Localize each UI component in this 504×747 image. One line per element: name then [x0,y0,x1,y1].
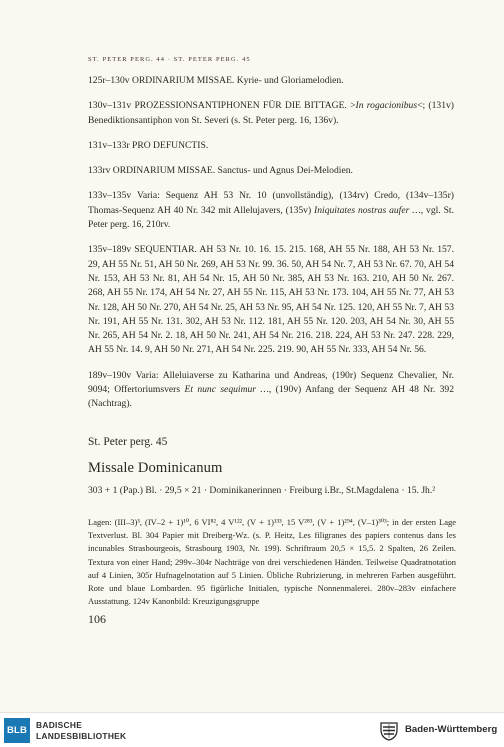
codicological-description: Lagen: (III–3)³, (IV–2 + 1)¹⁰, 6 VI⁸², 4 V¹²², (V + 1)¹³³, 15 V²⁸³, (V + 1)²⁹⁴, (V–1)³⁰³; in der ersten Lage Textverlust. Bl. 304 Papier mit Dreiberg-Wz. (s. P. Heitz, Les filigranes des papiers contenus dans les incunables Strasbourgeois, Strasbourg 1903, Nr. 199). Schriftraum 20,5 × 15,5. 2 Spalten, 26 Zeilen. Textura von einer Hand; 299v–304r Nachträge von drei verschiedenen Händen. Teilweise Quadratnotation auf 4 Linien, 305r Hufnagelnotation auf 5 Linien. Übliche Rubrizierung, in mehreren Farben ausgeführt. Rote und blaue Lombarden. 95 figürliche Initialen, typische Nonnenmalerei. 280v–283v einfachere Ausstattung. 124v Kanonbild: Kreuzigungsgruppe [88,517,456,607]
incipit: Iniquitates nostras aufer … [314,204,421,216]
entry-text: Varia: Alleluiaverse zu Katharina und Andreas, (190r) Sequenz Chevalier, Nr. 9094; Offertoriumsvers [88,369,454,396]
entry-text: ORDINARIUM MISSAE. Kyrie- und Gloriamelodien. [131,75,344,86]
entry-sanctus [88,164,454,178]
entry-text: ORDINARIUM MISSAE. Sanctus- und Agnus Dei-Melodien. [112,165,353,177]
page-number: 106 [88,612,106,626]
manuscript-title: Missale Dominicanum [88,460,223,476]
entry-text-end: , (190v) Anfang der Sequenz AH 48 Nr. 392 (Nachtrag). [88,384,454,410]
entry-text-end: <; (131v) Benediktionsantiphon von St. Severi (s. St. Peter perg. 16, 136v). [88,100,455,126]
entry-defunctis [88,139,454,153]
folio-range: 131v–133r [88,139,130,151]
entry-sequentiar [88,243,454,357]
entry-text: SEQUENTIAR. AH 53 Nr. 10. 16. 15. 215. 168, AH 55 Nr. 188, AH 53 Nr. 157. 29, AH 55 Nr. 51, AH 50 Nr. 269, AH 53 Nr. 99. 36. 50, AH 54 Nr. 7, AH 53 Nr. 67. 70, AH 54 Nr. 153, AH 53 Nr. 81, AH 54 Nr. 15, AH 50 Nr. 385, AH 53 Nr. 163. 210, AH 50 Nr. 267. 268, AH 55 Nr. 174, AH 54 Nr. 27, AH 55 Nr. 115, AH 53 Nr. 173. 104, AH 55 Nr. 77, AH 53 Nr. 128, AH 50 Nr. 270, AH 54 Nr. 25, AH 53 Nr. 95, AH 54 Nr. 125. 120, AH 55 Nr. 7, AH 53 Nr. 191, AH 55 Nr. 131. 302, AH 53 Nr. 112. 181, AH 55 Nr. 120. 203, AH 54 Nr. 30, AH 55 Nr. 265, AH 54 Nr. 2. 18, AH 50 Nr. 241, AH 54 Nr. 216. 218. 224, AH 53 Nr. 247. 228. 229, AH 55 Nr. 14. 9, AH 50 Nr. 271, AH 54 Nr. 225. 219. 90, AH 55 Nr. 333, AH 54 Nr. 56. [88,244,454,356]
entry-prozession [88,99,454,128]
entry-kyrie [88,74,454,88]
entry-text: PROZESSIONSANTIPHONEN FÜR DIE BITTAGE. > [134,100,356,112]
running-head: ST. PETER PERG. 44 · ST. PETER PERG. 45 [88,56,251,63]
blb-logo-icon[interactable]: BLB [4,718,30,743]
incipit: Et nunc sequimur … [184,384,269,396]
folio-range: 130v–131v [88,100,132,112]
entry-varia-1 [88,189,454,232]
library-name-line-2: LANDESBIBLIOTHEK [36,730,127,741]
folio-range: 133rv [88,165,111,177]
incipit: In rogacionibus [355,100,418,112]
baden-wuerttemberg-crest-icon[interactable] [378,721,400,741]
folio-range: 125r–130v [88,75,130,86]
viewer-footer-bar [0,712,504,747]
entry-text-end: , vgl. St. Peter perg. 16, 210rv. [88,204,454,231]
manuscript-shelfmark: St. Peter perg. 45 [88,436,168,448]
entry-varia-2 [88,369,454,412]
catalog-entries [88,74,454,423]
folio-range: 133v–135v [88,190,132,202]
entry-text: PRO DEFUNCTIS. [131,139,209,151]
folio-range: 135v–189v [88,244,132,256]
library-name[interactable] [36,720,126,741]
entry-text: Varia: Sequenz AH 53 Nr. 10 (unvollständig), (134rv) Credo, (134v–135r) Thomas-Sequenz AH 40 Nr. 342 mit Allelujavers, (135v) [88,190,454,216]
manuscript-metadata: 303 + 1 (Pap.) Bl. · 29,5 × 21 · Dominikanerinnen · Freiburg i.Br., St.Magdalena · 15. Jh.² [88,485,436,496]
library-name-line-1: BADISCHE [36,720,83,730]
state-name[interactable]: Baden-Württemberg [405,724,498,735]
folio-range: 189v–190v [88,369,132,381]
